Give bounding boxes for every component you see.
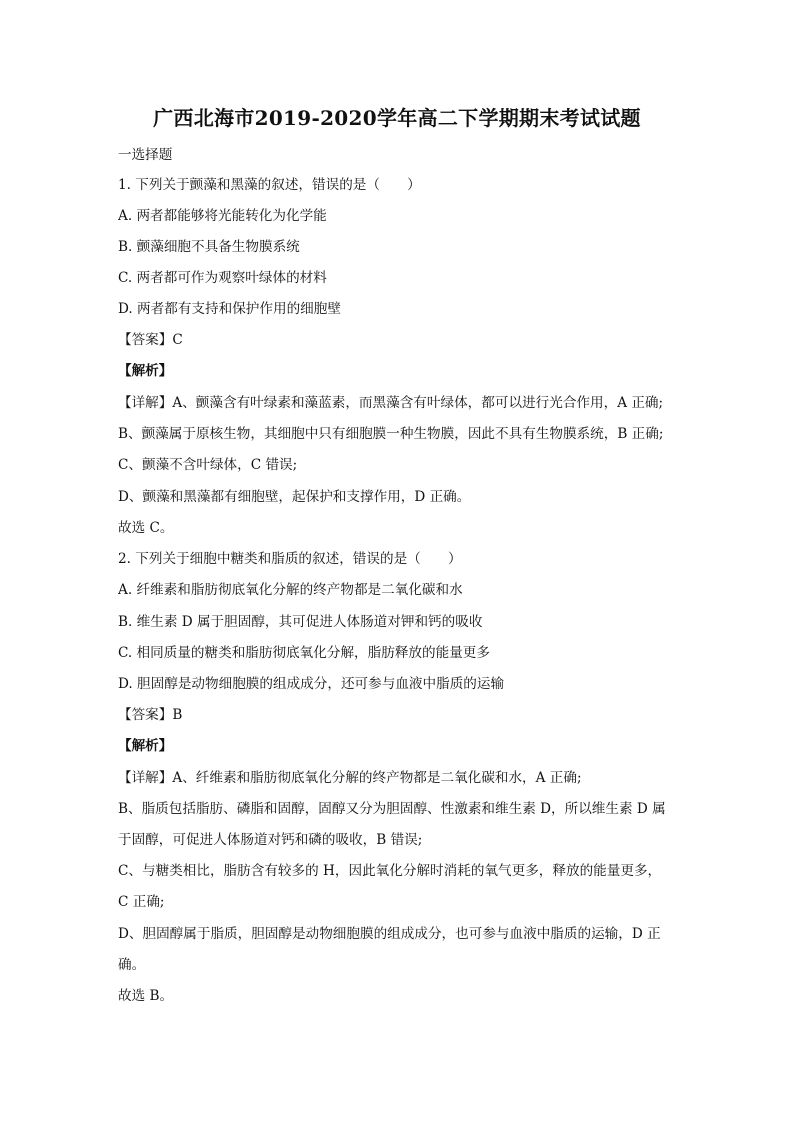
- question-2-detail-line: B、脂质包括脂肪、磷脂和固醇，固醇又分为胆固醇、性激素和维生素 D，所以维生素 D 属: [118, 801, 666, 817]
- question-1-detail-line: 【详解】A、颤藻含有叶绿素和藻蓝素，而黑藻含有叶绿体，都可以进行光合作用，A 正确;: [118, 395, 664, 411]
- question-2-analysis-label: 【解析】: [118, 738, 173, 754]
- question-1-option-d: D. 两者都有支持和保护作用的细胞壁: [118, 301, 341, 317]
- question-2-detail-line: 确。: [118, 957, 146, 973]
- question-2-option-d: D. 胆固醇是动物细胞膜的组成成分，还可参与血液中脂质的运输: [118, 676, 505, 692]
- question-2-answer: 【答案】B: [118, 707, 183, 723]
- question-2-conclusion: 故选 B。: [118, 988, 174, 1004]
- section-heading: 一选择题: [118, 147, 173, 163]
- question-1-option-c: C. 两者都可作为观察叶绿体的材料: [118, 270, 327, 286]
- question-1-conclusion: 故选 C。: [118, 520, 174, 536]
- question-1-detail-line: C、颤藻不含叶绿体，C 错误;: [118, 457, 298, 473]
- question-2-detail-line: D、胆固醇属于脂质，胆固醇是动物细胞膜的组成成分，也可参与血液中脂质的运输，D 正: [118, 926, 661, 942]
- question-1-option-a: A. 两者都能够将光能转化为化学能: [118, 208, 327, 224]
- question-2-option-a: A. 纤维素和脂肪彻底氧化分解的终产物都是二氧化碳和水: [118, 582, 463, 598]
- question-2-option-b: B. 维生素 D 属于胆固醇，其可促进人体肠道对钾和钙的吸收: [118, 614, 483, 630]
- question-2-detail-line: 【详解】A、纤维素和脂肪彻底氧化分解的终产物都是二氧化碳和水，A 正确;: [118, 770, 582, 786]
- page-title: 广西北海市2019-2020学年高二下学期期末考试试题: [153, 106, 641, 130]
- question-2-option-c: C. 相同质量的糖类和脂肪彻底氧化分解，脂肪释放的能量更多: [118, 645, 490, 661]
- question-2-detail-line: C 正确;: [118, 894, 165, 910]
- question-1-stem: 1. 下列关于颤藻和黑藻的叙述，错误的是（ ）: [118, 177, 421, 193]
- question-2-detail-line: C、与糖类相比，脂肪含有较多的 H，因此氧化分解时消耗的氧气更多，释放的能量更多，: [118, 863, 662, 879]
- question-1-option-b: B. 颤藻细胞不具备生物膜系统: [118, 239, 300, 255]
- question-1-analysis-label: 【解析】: [118, 363, 173, 379]
- question-2-stem: 2. 下列关于细胞中糖类和脂质的叙述，错误的是（ ）: [118, 551, 462, 567]
- question-1-detail-line: B、颤藻属于原核生物，其细胞中只有细胞膜一种生物膜，因此不具有生物膜系统，B 正确;: [118, 426, 664, 442]
- question-2-detail-line: 于固醇，可促进人体肠道对钙和磷的吸收，B 错误;: [118, 832, 423, 848]
- question-1-answer: 【答案】C: [118, 332, 183, 348]
- question-1-detail-line: D、颤藻和黑藻都有细胞壁，起保护和支撑作用，D 正确。: [118, 489, 471, 505]
